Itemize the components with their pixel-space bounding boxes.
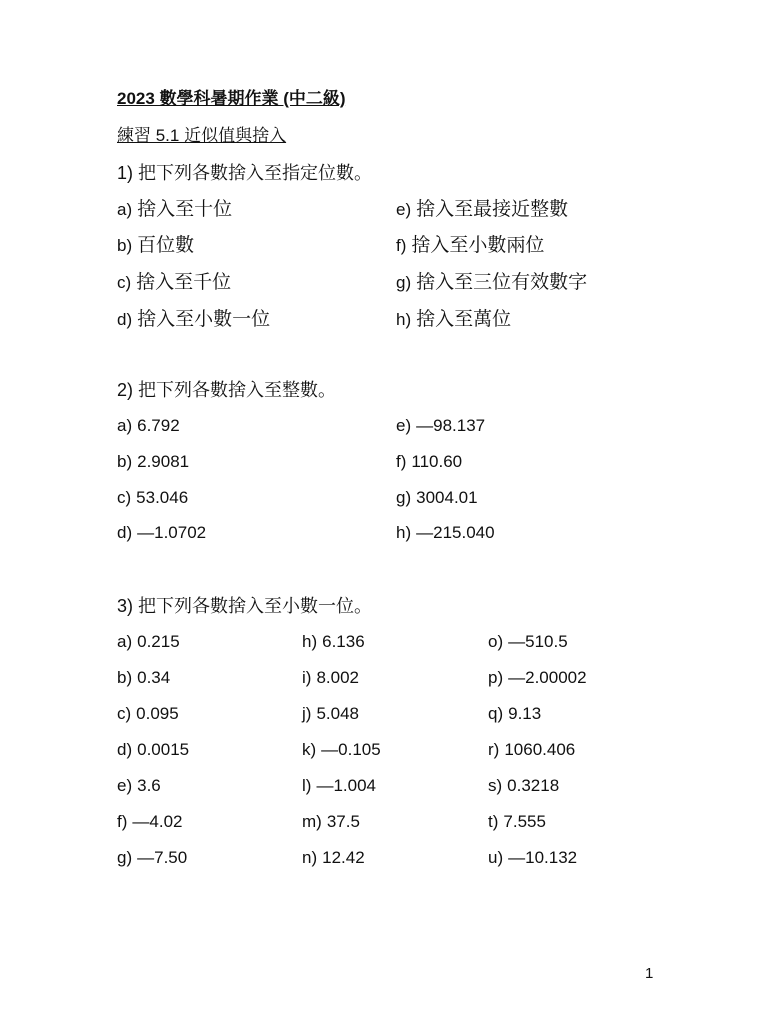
item-label: c) [117, 273, 132, 292]
question-3-item-d [117, 740, 189, 760]
item-text: —2.00002 [508, 668, 587, 687]
exercise-subtitle: 練習 5.1 近似值與捨入 [117, 126, 287, 145]
question-1-item-e [396, 200, 568, 220]
question-3-item-n [302, 848, 365, 868]
item-label: q) [488, 704, 504, 723]
question-3-item-r [488, 740, 575, 760]
question-1-heading: 1) 把下列各數捨入至指定位數。 [117, 163, 373, 183]
item-label: e) [396, 200, 412, 219]
item-label: p) [488, 668, 504, 687]
item-label: e) [117, 776, 133, 795]
item-label: l) [302, 776, 312, 795]
question-3-item-c [117, 704, 179, 724]
document-title: 2023 數學科暑期作業 (中二級) [117, 89, 346, 108]
question-3-item-o [488, 632, 568, 652]
question-3-item-f [117, 812, 182, 832]
item-text: —4.02 [132, 812, 183, 831]
item-text: 110.60 [411, 452, 463, 471]
question-3-item-k [302, 740, 381, 760]
item-text: —510.5 [508, 632, 568, 651]
item-text: —215.040 [416, 523, 495, 542]
item-label: j) [302, 704, 312, 723]
item-text: 0.215 [137, 632, 180, 651]
item-label: b) [117, 452, 133, 471]
item-text: 8.002 [316, 668, 359, 687]
item-text: 1060.406 [504, 740, 576, 759]
question-2-heading: 2) 把下列各數捨入至整數。 [117, 380, 337, 400]
item-text: —1.004 [316, 776, 376, 795]
question-1-item-f [396, 236, 544, 256]
item-label: g) [396, 488, 412, 507]
item-text: —0.105 [321, 740, 381, 759]
item-label: d) [117, 310, 133, 329]
item-label: g) [396, 273, 412, 292]
question-1-item-c [117, 273, 231, 293]
item-text: 2.9081 [137, 452, 190, 471]
question-3-heading: 3) 把下列各數捨入至小數一位。 [117, 596, 373, 616]
item-text: 6.136 [322, 632, 365, 651]
item-label: u) [488, 848, 504, 867]
question-3-item-p [488, 668, 587, 688]
item-text: 捨入至三位有效數字 [416, 272, 588, 293]
item-label: f) [117, 812, 128, 831]
question-3-item-j [302, 704, 359, 724]
item-text: 5.048 [316, 704, 359, 723]
item-label: i) [302, 668, 312, 687]
question-2-item-d [117, 523, 206, 543]
question-3-item-q [488, 704, 541, 724]
item-label: m) [302, 812, 322, 831]
question-1-item-d [117, 310, 270, 330]
item-text: —98.137 [416, 416, 486, 435]
item-text: 7.555 [503, 812, 546, 831]
item-text: 捨入至小數兩位 [411, 235, 545, 256]
question-1-item-b [117, 236, 194, 256]
question-3-item-g [117, 848, 187, 868]
item-text: 3.6 [137, 776, 161, 795]
item-text: 9.13 [508, 704, 542, 723]
question-3-item-u [488, 848, 577, 868]
question-2-item-b [117, 452, 189, 472]
item-text: 0.095 [136, 704, 179, 723]
item-text: —7.50 [137, 848, 188, 867]
question-1-item-h [396, 310, 511, 330]
item-text: 捨入至小數一位 [137, 309, 271, 330]
item-label: h) [396, 310, 412, 329]
item-text: 0.34 [137, 668, 171, 687]
item-text: 0.3218 [507, 776, 560, 795]
question-3-item-s [488, 776, 559, 796]
item-label: s) [488, 776, 503, 795]
item-text: —10.132 [508, 848, 578, 867]
item-label: a) [117, 200, 133, 219]
question-3-item-e [117, 776, 161, 796]
item-label: b) [117, 668, 133, 687]
item-label: n) [302, 848, 318, 867]
item-text: 12.42 [322, 848, 365, 867]
item-label: f) [396, 236, 407, 255]
item-label: c) [117, 704, 132, 723]
item-label: a) [117, 632, 133, 651]
question-1-item-a [117, 200, 232, 220]
item-label: h) [396, 523, 412, 542]
item-label: d) [117, 523, 133, 542]
question-2-item-c [117, 488, 188, 508]
item-label: r) [488, 740, 500, 759]
item-label: k) [302, 740, 317, 759]
item-text: 53.046 [136, 488, 189, 507]
question-2-item-h [396, 523, 495, 543]
item-text: 3004.01 [416, 488, 478, 507]
question-2-item-g [396, 488, 478, 508]
question-2-item-f [396, 452, 462, 472]
page-number: 1 [645, 965, 654, 982]
question-3-item-b [117, 668, 170, 688]
item-text: 捨入至萬位 [416, 309, 512, 330]
item-label: e) [396, 416, 412, 435]
item-text: 捨入至最接近整數 [416, 199, 569, 220]
item-text: —1.0702 [137, 523, 207, 542]
item-label: h) [302, 632, 318, 651]
item-label: c) [117, 488, 132, 507]
item-text: 捨入至十位 [137, 199, 233, 220]
question-3-item-l [302, 776, 376, 796]
item-text: 百位數 [137, 235, 195, 256]
item-label: g) [117, 848, 133, 867]
item-text: 37.5 [326, 812, 360, 831]
item-label: b) [117, 236, 133, 255]
question-3-item-m [302, 812, 360, 832]
item-label: a) [117, 416, 133, 435]
question-3-item-t [488, 812, 546, 832]
question-3-item-i [302, 668, 359, 688]
item-label: o) [488, 632, 504, 651]
question-3-item-h [302, 632, 365, 652]
item-label: t) [488, 812, 499, 831]
question-2-item-e [396, 416, 485, 436]
question-3-item-a [117, 632, 180, 652]
item-text: 捨入至千位 [136, 272, 232, 293]
question-1-item-g [396, 273, 587, 293]
item-label: d) [117, 740, 133, 759]
question-2-item-a [117, 416, 180, 436]
item-text: 0.0015 [137, 740, 190, 759]
item-text: 6.792 [137, 416, 180, 435]
item-label: f) [396, 452, 407, 471]
